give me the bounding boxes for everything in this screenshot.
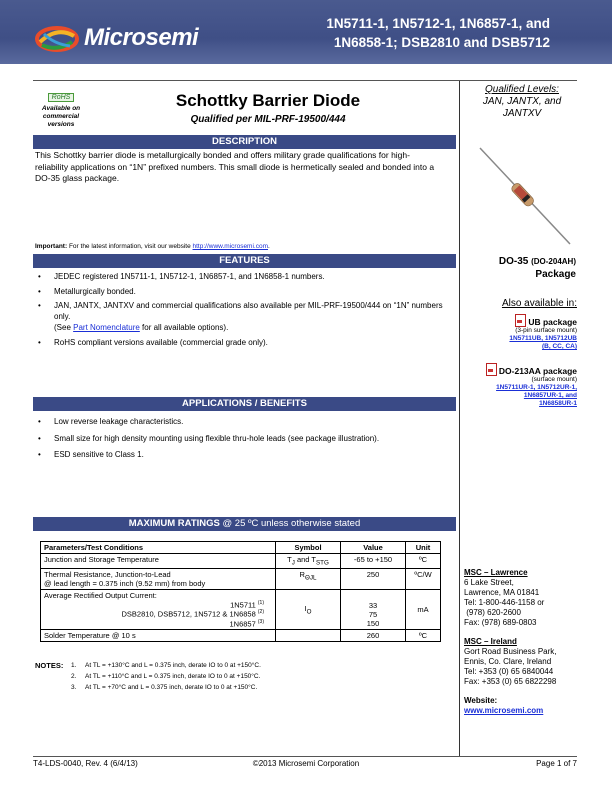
rohs-line-2: commercial: [42, 113, 80, 120]
footer-copyright: ©2013 Microsemi Corporation: [252, 759, 360, 768]
rohs-line-1: Available on: [41, 105, 81, 112]
col-symbol: Symbol: [276, 542, 341, 554]
website-label: Website:: [464, 696, 498, 705]
ratings-heading-text: MAXIMUM RATINGS: [128, 518, 220, 529]
cell-symbol: [276, 630, 341, 642]
package-label: [462, 255, 576, 281]
ireland-line: Fax: +353 (0) 65 6822298: [464, 677, 557, 686]
important-end: .: [268, 243, 270, 250]
col-param: Parameters/Test Conditions: [41, 542, 276, 554]
top-rule: [33, 80, 577, 81]
ub-line-1: 1N5711UB, 1N5712UB: [509, 335, 577, 342]
feature-see-nomenclature: [34, 323, 444, 334]
note-text: At TL = +130°C and L = 0.375 inch, derate IO to 0 at +150°C.: [85, 662, 261, 669]
ratings-header-row: [41, 542, 441, 554]
table-row: [41, 554, 441, 569]
ratings-heading-cond: @ 25 ºC unless otherwise stated: [222, 518, 361, 529]
pdf-icon: [515, 314, 526, 327]
ratings-heading: [33, 517, 456, 531]
ratings-table: [40, 541, 441, 642]
feature-item: • RoHS compliant versions available (commercial grade only).: [34, 338, 444, 349]
table-row: [41, 568, 441, 589]
contacts: [464, 568, 584, 716]
see-pre: (See: [54, 323, 74, 332]
cell-param-line-2: @ lead length = 0.375 inch (9.52 mm) from body: [44, 578, 206, 588]
lawrence-line: Tel: 1-800-446-1158 or: [464, 598, 545, 607]
table-row: [41, 630, 441, 642]
package-alt: (DO-204AH): [531, 257, 576, 266]
rohs-block: [34, 86, 88, 129]
feature-item-text: JAN, JANTX, JANTXV and commercial qualifications also available per MIL-PRF-19500/444 on “1N” numbers only.: [54, 301, 443, 321]
product-subtitle: Qualified per MIL-PRF-19500/444: [190, 114, 346, 125]
col-value: Value: [341, 542, 406, 554]
cell-value: 250: [341, 568, 406, 589]
cell-symbol: $T_J$ and $T_{STG}$: [276, 554, 341, 569]
ub-package-title: UB package: [528, 317, 577, 327]
value-3: 150: [366, 619, 380, 628]
diode-package-image: [470, 140, 580, 250]
sub-1-note: (1): [257, 599, 264, 606]
application-item: • ESD sensitive to Class 1.: [34, 450, 454, 461]
lawrence-line: Fax: (978) 689-0803: [464, 618, 537, 627]
features-heading: FEATURES: [33, 254, 456, 268]
note-item: 2. At TL = +110°C and L = 0.375 inch, derate IO to 0 at +150°C.: [71, 673, 261, 680]
also-available: [462, 298, 577, 408]
important-text: For the latest information, visit our website: [68, 243, 191, 250]
description-heading: DESCRIPTION: [33, 135, 456, 149]
do213-line-3: 1N6858UR-1: [539, 400, 577, 407]
cell-value: 260: [341, 630, 406, 642]
part-nomenclature-link[interactable]: Part Nomenclature: [73, 323, 140, 332]
column-divider: [459, 80, 460, 756]
cell-param: [41, 589, 276, 630]
rohs-line-3: versions: [47, 121, 75, 128]
title-line-2: 1N6858-1; DSB2810 and DSB5712: [333, 35, 550, 50]
cell-unit: mA: [406, 589, 441, 630]
website-link[interactable]: http://www.microsemi.com: [192, 243, 269, 250]
lawrence-line: (978) 620-2600: [464, 608, 521, 617]
important-note: [35, 243, 455, 250]
lawrence-line: Lawrence, MA 01841: [464, 588, 540, 597]
ub-package-link[interactable]: [462, 335, 577, 351]
sub-2-note: (2): [257, 609, 264, 615]
cell-unit: ºC: [406, 554, 441, 569]
qualified-levels-line-1: JAN, JANTX, and: [482, 96, 562, 107]
qualified-label: Qualified Levels:: [485, 84, 559, 95]
sub-3: 1N6857: [229, 619, 256, 628]
product-heading: [110, 91, 426, 125]
sub-1: 1N5711: [230, 600, 256, 609]
pdf-icon: [486, 363, 497, 376]
cell-symbol: $I_O$: [276, 589, 341, 630]
logo-wordmark: Microsemi: [84, 24, 199, 51]
note-item: 1. At TL = +130°C and L = 0.375 inch, derate IO to 0 at +150°C.: [71, 662, 261, 669]
cell-value: [341, 589, 406, 630]
feature-item: [34, 301, 444, 322]
applications-list: [34, 417, 454, 465]
title-line-1: 1N5711-1, 1N5712-1, 1N6857-1, and: [326, 16, 550, 31]
website-link[interactable]: www.microsemi.com: [464, 706, 544, 715]
note-text: At TL = +70°C and L = 0.375 inch, derate IO to 0 at +150°C.: [85, 684, 258, 691]
ireland-line: Tel: +353 (0) 65 6840044: [464, 667, 554, 676]
do213-package-link[interactable]: [462, 384, 577, 408]
cell-unit: ºC: [406, 630, 441, 642]
cell-param-line-1: Thermal Resistance, Junction-to-Lead: [44, 569, 171, 579]
cell-param: Junction and Storage Temperature: [41, 554, 276, 569]
applications-heading: APPLICATIONS / BENEFITS: [33, 397, 456, 411]
do213-package-title: DO-213AA package: [498, 366, 577, 376]
ireland-line: Gort Road Business Park,: [464, 647, 557, 656]
sub-3-note: (3): [257, 618, 264, 625]
do213-line-2: 1N6857UR-1, and: [523, 392, 577, 399]
do213-line-1: 1N5711UR-1, 1N5712UR-1,: [496, 384, 577, 391]
also-heading: Also available in:: [501, 298, 577, 309]
ub-line-2: (B, CC, CA): [541, 343, 577, 350]
cell-symbol: $R_{\Theta JL}$: [276, 568, 341, 589]
rohs-badge-text: RoHS: [51, 94, 71, 101]
ireland-title: MSC – Ireland: [464, 637, 517, 646]
notes-label: NOTES:: [35, 661, 64, 670]
cell-value: -65 to +150: [341, 554, 406, 569]
footer-doc-id: T4-LDS-0040, Rev. 4 (6/4/13): [33, 759, 138, 768]
value-2: 75: [368, 610, 378, 619]
package-name: DO-35: [498, 256, 529, 267]
ub-package-sub: (3-pin surface mount): [515, 327, 577, 334]
col-unit: Unit: [406, 542, 441, 554]
important-label: Important:: [35, 243, 68, 250]
feature-item: • JEDEC registered 1N5711-1, 1N5712-1, 1N6857-1, and 1N6858-1 numbers.: [34, 272, 444, 283]
cell-param: [41, 568, 276, 589]
ireland-line: Ennis, Co. Clare, Ireland: [464, 657, 552, 666]
cell-unit: ºC/W: [406, 568, 441, 589]
footer-rule: [33, 756, 577, 757]
logo-swirl-icon: [34, 24, 80, 54]
see-post: for all available options).: [139, 323, 229, 332]
sub-2: DSB2810, DSB5712, 1N5712 & 1N6858: [121, 609, 256, 619]
product-title: Schottky Barrier Diode: [175, 91, 361, 110]
cell-param-line-1: Average Rectified Output Current:: [44, 590, 157, 600]
lawrence-title: MSC – Lawrence: [464, 568, 528, 577]
lawrence-line: 6 Lake Street,: [464, 578, 514, 587]
do213-package-sub: (surface mount): [531, 376, 577, 383]
qualified-levels: [462, 84, 582, 120]
description-text: This Schottky barrier diode is metallurgically bonded and offers military grade qualifications for high-reliability applications on “1N” prefixed numbers. This small diode is hermetically sealed and bonded into a DO-35 glass package.: [35, 150, 435, 183]
document-title: [220, 14, 550, 52]
application-item: • Small size for high density mounting using flexible thru-hole leads (see package illustration).: [34, 434, 454, 445]
note-item: 3. At TL = +70°C and L = 0.375 inch, derate IO to 0 at +150°C.: [71, 684, 258, 691]
table-row: [41, 589, 441, 630]
application-item: • Low reverse leakage characteristics.: [34, 417, 454, 428]
footer-page-number: Page 1 of 7: [536, 759, 577, 768]
value-1: 33: [368, 601, 378, 610]
cell-param: Solder Temperature @ 10 s: [41, 630, 276, 642]
features-list: [34, 272, 444, 352]
feature-item: • Metallurgically bonded.: [34, 287, 444, 298]
qualified-levels-line-2: JANTXV: [502, 108, 542, 119]
rohs-badge: [48, 93, 75, 102]
note-text: At TL = +110°C and L = 0.375 inch, derate IO to 0 at +150°C.: [85, 673, 261, 680]
package-word: Package: [535, 269, 576, 280]
